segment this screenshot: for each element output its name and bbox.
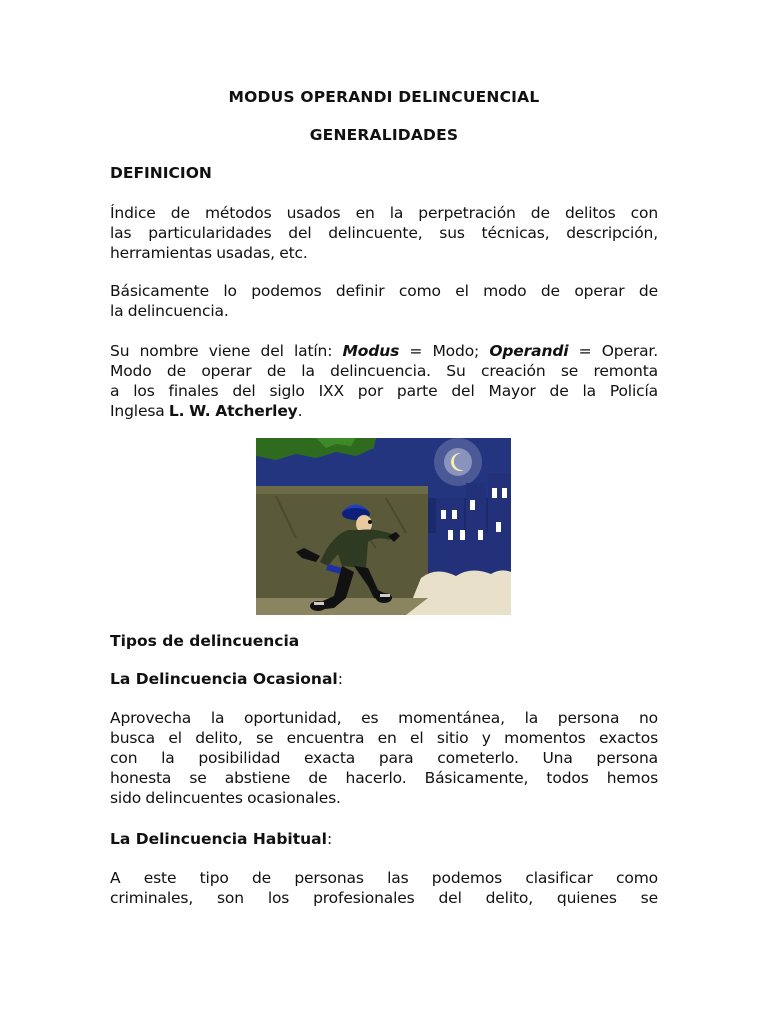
text-line: sido delincuentes ocasionales.: [110, 789, 341, 807]
text-line: con la posibilidad exacta para cometerlo. Una persona: [110, 749, 658, 767]
paragraph-ocasional: [110, 708, 658, 808]
text-line: A este tipo de personas las podemos clasificar como: [110, 869, 658, 887]
term-modus: Modus: [342, 342, 400, 360]
section-heading-tipos: Tipos de delincuencia: [110, 632, 300, 650]
heading-colon: :: [326, 830, 333, 848]
text-line: la delincuencia.: [110, 302, 229, 320]
paragraph-definition: [110, 203, 658, 263]
text-line: Índice de métodos usados en la perpetración de delitos con: [110, 204, 658, 222]
wall-top: [256, 486, 428, 494]
burglar-illustration: [256, 438, 511, 615]
document-title: MODUS OPERANDI DELINCUENCIAL: [228, 88, 540, 106]
text-line: Básicamente lo podemos definir como el modo de operar de: [110, 282, 658, 300]
text-line: a los finales del siglo IXX por parte del Mayor de la Policía: [110, 382, 658, 400]
paragraph-basic-definition: [110, 281, 658, 321]
text-line: [110, 341, 658, 361]
text-line: criminales, son los profesionales del delito, quienes se: [110, 889, 658, 907]
section-heading-habitual: [110, 830, 332, 848]
section-heading-definicion: DEFINICION: [110, 164, 212, 182]
person-name: L. W. Atcherley: [168, 402, 298, 420]
paragraph-origin: [110, 341, 658, 421]
heading-colon: :: [337, 670, 343, 688]
text-line: Aprovecha la oportunidad, es momentánea, la persona no: [110, 709, 658, 727]
text-segment: = Operar.: [568, 342, 658, 360]
document-subtitle: GENERALIDADES: [309, 126, 459, 144]
moon-glow-inner: [444, 448, 472, 476]
text-line: Modo de operar de la delincuencia. Su creación se remonta: [110, 362, 658, 380]
text-segment: .: [297, 402, 303, 420]
term-operandi: Operandi: [489, 342, 569, 360]
section-heading-ocasional: [110, 670, 343, 688]
paragraph-habitual: [110, 868, 658, 908]
text-line: las particularidades del delincuente, sus técnicas, descripción,: [110, 224, 658, 242]
heading-text: La Delincuencia Habitual: [110, 830, 327, 848]
text-line: busca el delito, se encuentra en el sitio y momentos exactos: [110, 729, 658, 747]
text-segment: = Modo;: [399, 342, 490, 360]
text-line: [110, 401, 658, 421]
text-line: honesta se abstiene de hacerlo. Básicamente, todos hemos: [110, 769, 658, 787]
heading-text: La Delincuencia Ocasional: [110, 670, 338, 688]
text-segment: Inglesa: [110, 402, 169, 420]
text-segment: Su nombre viene del latín:: [110, 342, 343, 360]
text-line: herramientas usadas, etc.: [110, 244, 308, 262]
